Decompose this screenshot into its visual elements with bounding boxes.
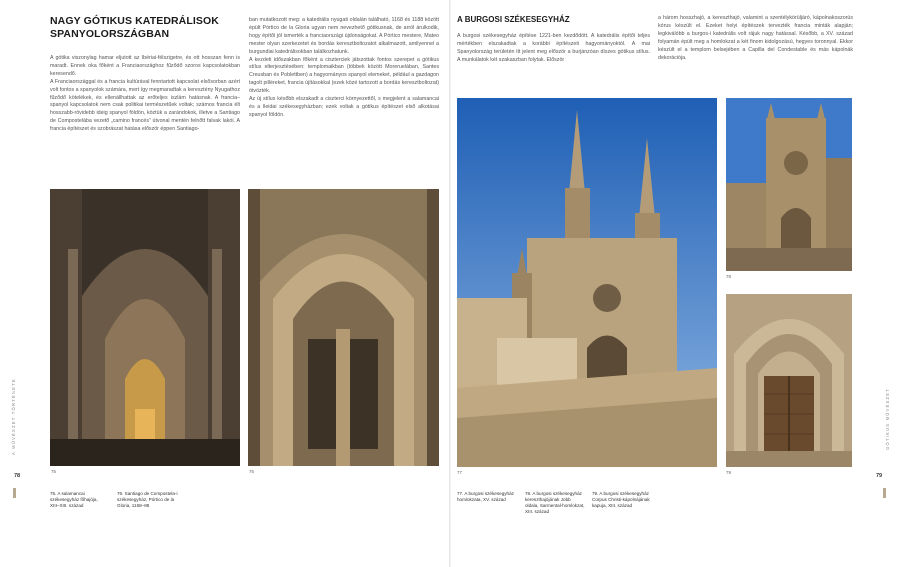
running-head-vertical: A MŰVÉSZET TÖRTÉNETE [11,378,16,455]
caption-78: 78. A burgosi székesegyház kereszthajójának Jobb oldala, Sarmental-homlokzat, XIII. század [525,491,585,514]
photo-corpus-christi-portal [726,294,852,467]
paragraph: A burgosi székesegyház építése 1221-ben kezdődött. A katedrális építői teljes mértékben elszakadtak a korábbi építészeti hagyományoktól. A mai Spanyolország területén itt jelent meg először a burjánzóan díszes gótikus stílus. A munkálatok két szakaszban folytak. Először [457,33,650,63]
running-head-vertical: GÓTIKUS MŰVÉSZET [885,387,890,450]
paragraph: Az új stílus később elszakadt a ciszterci környezettől, s megjelent a salamancai és a lleidai székesegyházban; ezek voltak a gótikus építészet első alkotásai spanyol földön. [249,96,439,118]
figure-number: 79 [726,470,732,475]
paragraph: A kezdeti időszakban főként a ciszterciek játszottak fontos szerepet a gótikus stílus elterjesztésében: templomaikban (többek között Moreruelában, Santes Creusban és Poblettben) a hagyományos spanyol elemeket, például a gazdagon tagolt pilléreket, francia újításokkal (ezek közé tartozott a bordás keresztboltozat) ötvözték. [249,56,439,95]
paragraph: A Franciaországgal és a francia kultúrával fenntartott kapcsolat elsősorban azért volt fontos a spanyolok számára, mert így megmaradtak a keresztény Nyugathoz fűződő kötelékek, és ellenállhattak az erőteljes iszlám hatásnak. A francia–spanyol kapcsolatok nem csak politikai természetűek voltak; számos francia élt hosszabb-rövidebb ideig spanyol földön, köztük a zarándokok, illetve a Santiago de Compostelába vezető „camino francés” útvonal mentén felnőtt falvak lakói. A francia építészet és szobrászat hatása először éppen Santiago- [50,78,240,133]
figure-number: 78 [726,274,732,279]
page-marker [13,488,16,498]
paragraph: A gótika viszonylag hamar eljutott az Ibériai-félszigetre, és ott hosszan fenn is maradt. Ennek oka főként a Franciaországhoz fűződő szoros kapcsolatokban keresendő. [50,55,240,77]
page-number: 78 [14,473,21,479]
caption-76: 76. Santiago de Compostela-i székesegyház, Pórtico de la Gloria, 1168–88 [117,491,178,508]
figure-number: 76 [249,469,255,474]
right-page-title: A BURGOSI SZÉKESEGYHÁZ [457,15,570,24]
page-number: 79 [876,473,883,479]
photo-salamanca-nave [50,189,240,466]
figure-number: 75 [51,469,57,474]
figure-number: 77 [457,470,463,475]
caption-75: 75. A salamancai székesegyház főhajója, XIII–XIII. század [50,491,98,508]
photo-sarmental-facade [726,98,852,271]
photo-portico-de-la-gloria [248,189,439,466]
photo-burgos-facade [457,98,717,467]
paragraph: ban mutatkozott meg: a katedrális nyugati oldalán található, 1168 és 1188 között épült Pórtico de la Gloria ugyan nem nevezhető gótikusnak, de arról árulkodik, hogy építői jól ismerték a franciaországi újdonságokat. A Pórtico mestere, Mateo mester olyan szerkezetet és bordás keresztboltozatot alkalmazott, amilyennel a burgundiai katedrálisokban találkozhatunk. [249,17,439,55]
paragraph: a három hosszhajó, a kereszthajó, valamint a szentélykörüljáró, kápolnakoszorús kórus készült el. Ezeket helyi építészek tervezték francia minták alapján; legkiválóbb a burgos-i katedrális volt rájuk nagy hatással. Később, a XV. század folyamán épült meg a homlokzat a két finom kidolgozású, hegyes toronnyal. Ekkor készült el a templom belsejében a Capilla del Condestable és más kápolnák dekorációja. [658,15,853,61]
caption-79: 79. A burgosi székesegyház Corpus Christi-kápolnájának kapuja, XIII. század [592,491,650,508]
right-text-column-2 [658,15,853,62]
page-marker [883,488,886,498]
left-text-column-1 [50,55,240,134]
spine-gutter [449,0,451,567]
left-page-title: NAGY GÓTIKUS KATEDRÁLISOK SPANYOLORSZÁGBAN [50,15,219,40]
left-text-column-2 [249,17,439,120]
right-text-column-1 [457,33,650,65]
caption-77: 77. A burgosi székesegyház homlokzata, XV. század [457,491,514,502]
